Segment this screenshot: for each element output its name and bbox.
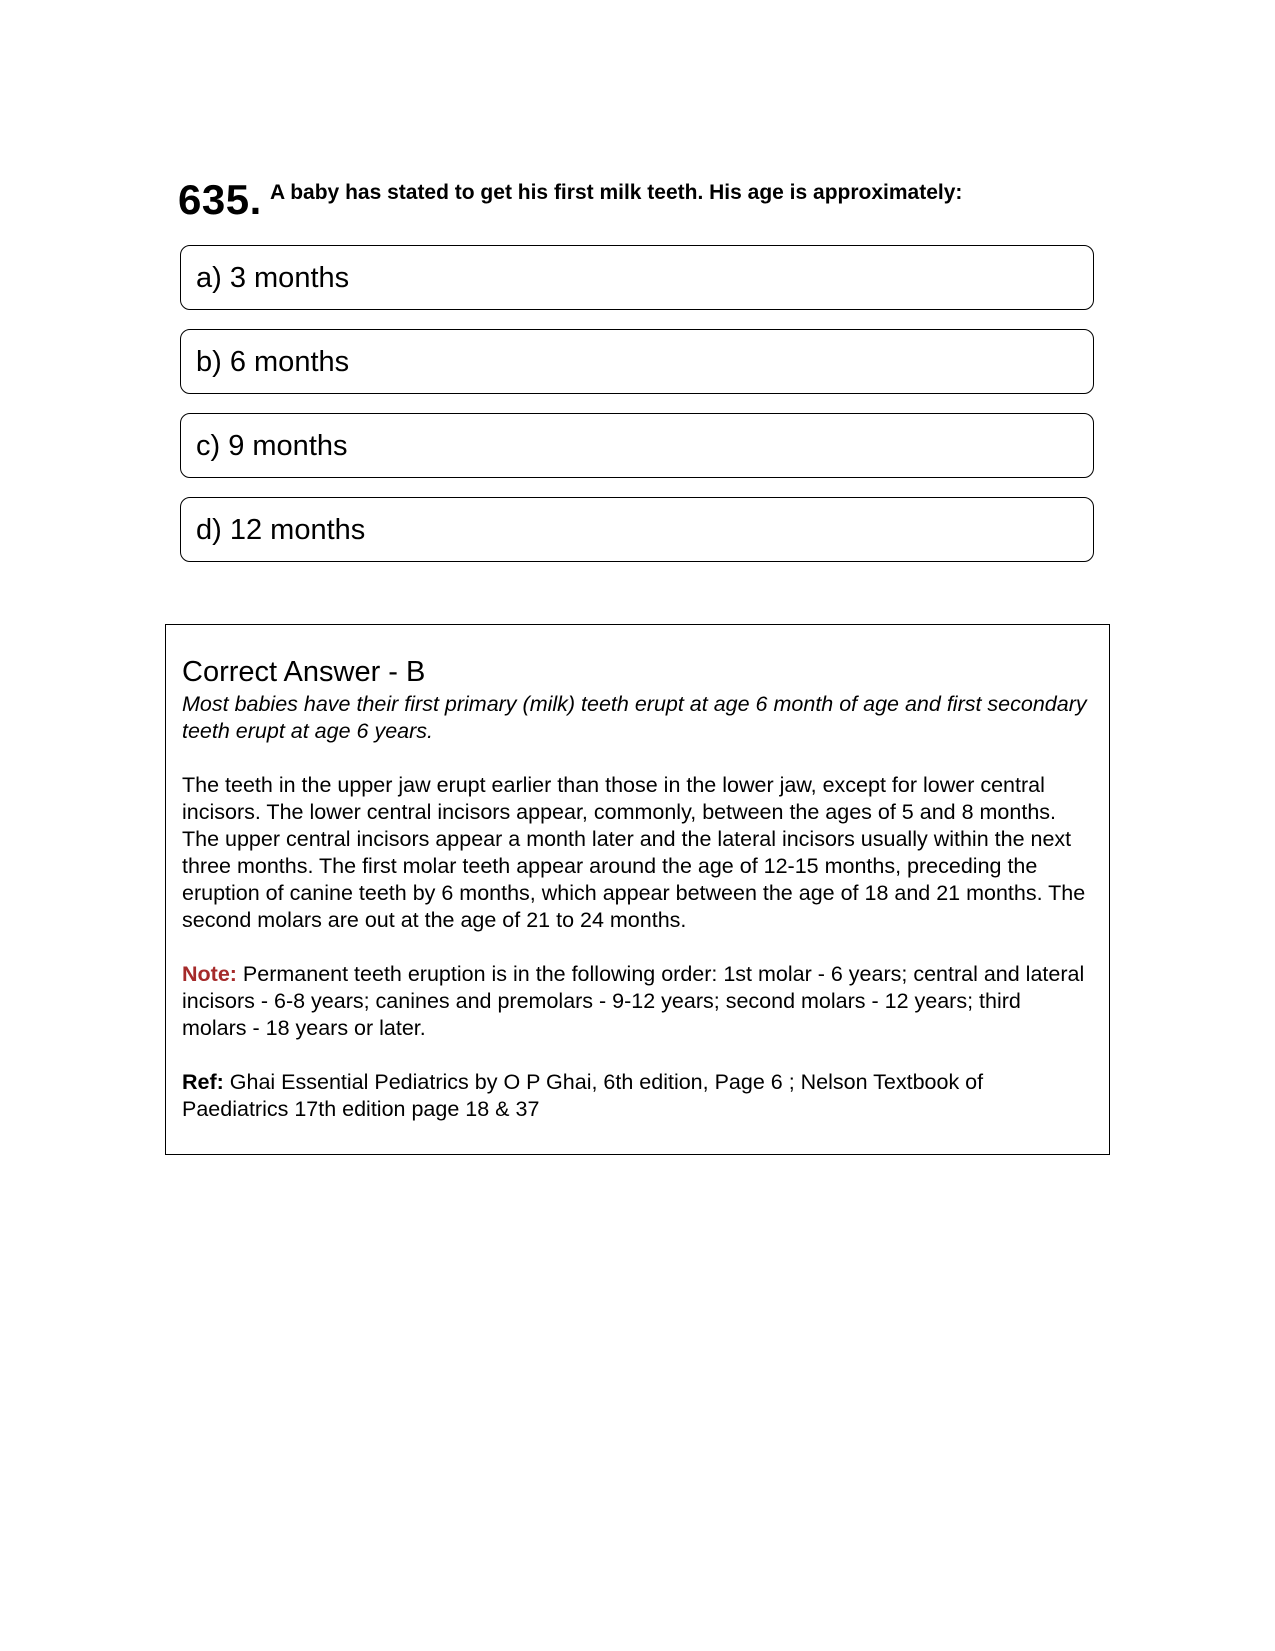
option-c-label: c) 9 months <box>196 430 348 462</box>
answer-explanation: The teeth in the upper jaw erupt earlier than those in the lower jaw, except for lower central incisors. The lower central incisors appear, commonly, between the ages of 5 and 8 months. The upper central incisors appear a month later and the lateral incisors usually within the next three months. The first molar teeth appear around the age of 12-15 months, preceding the eruption of canine teeth by 6 months, which appear between the age of 18 and 21 months. The second molars are out at the age of 21 to 24 months. <box>182 773 1086 932</box>
answer-title: Correct Answer - B <box>182 656 426 688</box>
option-d-label: d) 12 months <box>196 514 366 546</box>
note-text: Permanent teeth eruption is in the following order: 1st molar - 6 years; central and lateral incisors - 6-8 years; canines and premolars - 9-12 years; second molars - 12 years; third molars - 18 years or later. <box>182 962 1085 1040</box>
answer-summary: Most babies have their first primary (milk) teeth erupt at age 6 month of age and first secondary teeth erupt at age 6 years. <box>182 692 1087 743</box>
note-paragraph <box>182 961 1087 1042</box>
option-c[interactable] <box>180 413 1094 478</box>
ref-text: Ghai Essential Pediatrics by O P Ghai, 6th edition, Page 6 ; Nelson Textbook of Paediatrics 17th edition page 18 & 37 <box>182 1070 984 1121</box>
ref-label: Ref: <box>182 1070 224 1094</box>
option-a-label: a) 3 months <box>196 262 350 294</box>
answer-content <box>182 655 1087 1123</box>
option-d[interactable] <box>180 497 1094 562</box>
option-b[interactable] <box>180 329 1094 394</box>
reference-paragraph <box>182 1069 1087 1123</box>
option-a[interactable] <box>180 245 1094 310</box>
answer-box <box>165 624 1110 1155</box>
question-header <box>178 176 1098 226</box>
question-text: A baby has stated to get his first milk teeth. His age is approximately: <box>270 181 963 204</box>
question-number: 635. <box>178 176 262 223</box>
option-b-label: b) 6 months <box>196 346 350 378</box>
note-label: Note: <box>182 962 237 986</box>
